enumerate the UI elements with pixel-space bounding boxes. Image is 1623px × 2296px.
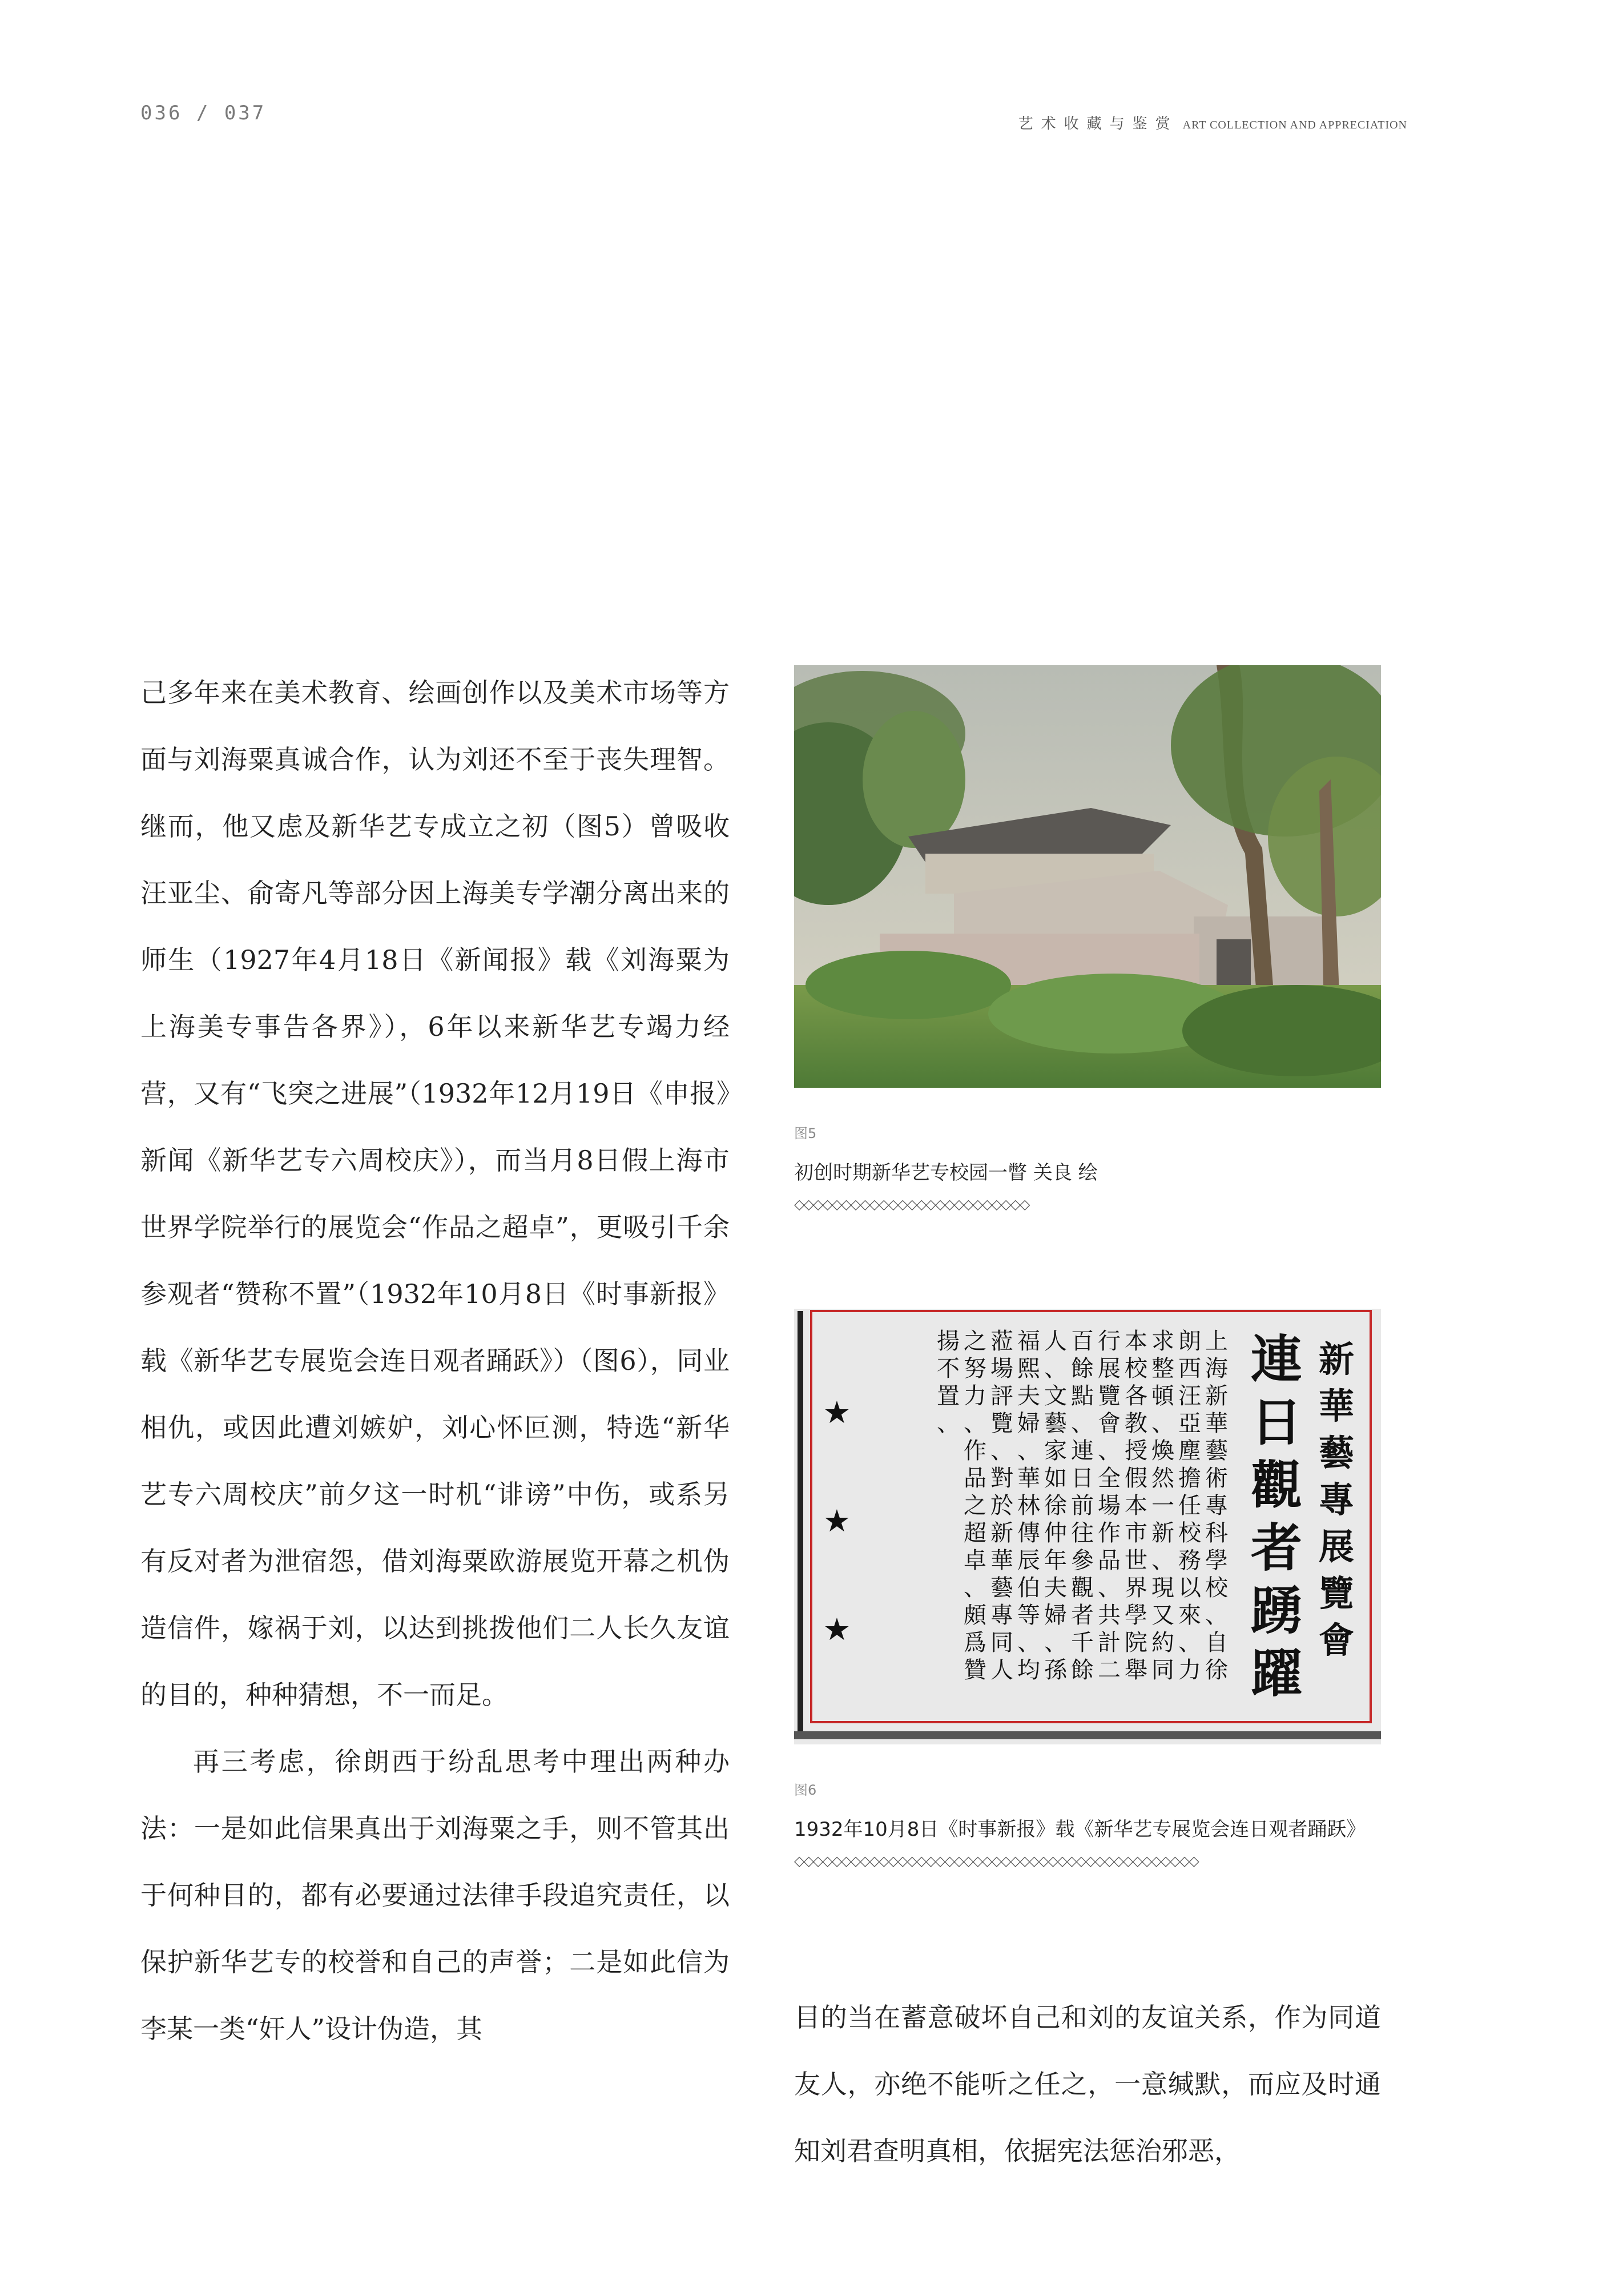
clipping-body-column: 上海新華藝術專科學校、自徐: [1205, 1328, 1228, 1683]
clipping-body-column: 百餘點、連日前往參觀者千餘: [1071, 1328, 1094, 1683]
figure-6: [794, 1309, 1405, 1867]
diamond-divider: ◇◇◇◇◇◇◇◇◇◇◇◇◇◇◇◇◇◇◇◇◇◇◇◇◇◇◇◇◇◇◇◇◇◇◇◇◇◇◇◇◇◇◇: [794, 1853, 1198, 1869]
diamond-divider: ◇◇◇◇◇◇◇◇◇◇◇◇◇◇◇◇◇◇◇◇◇◇◇◇◇: [794, 1196, 1029, 1212]
clipping-star: ★: [823, 1394, 851, 1430]
clipping-body-column: 本校各教授假本市世界學院舉: [1125, 1328, 1147, 1683]
clipping-body-column: 求整頓、煥然一新、現又約同: [1151, 1328, 1174, 1683]
clipping-headline-large: 連日觀者踴躍: [1251, 1329, 1302, 1704]
clipping-body-column: 人、文藝家如徐仲年夫婦、孫: [1044, 1328, 1067, 1683]
paragraph: 己多年来在美术教育、绘画创作以及美术市场等方面与刘海粟真诚合作，认为刘还不至于丧失理智。继而，他又虑及新华艺专成立之初（图5）曾吸收汪亚尘、俞寄凡等部分因上海美专学潮分离出来的师生（1927年4月18日《新闻报》载《刘海粟为上海美专事告各界》），6年以来新华艺专竭力经营，又有“飞突之进展”（1932年12月19日《申报》新闻《新华艺专六周校庆》），而当月8日假上海市世界学院举行的展览会“作品之超卓”，更吸引千余参观者“赞称不置”（1932年10月8日《时事新报》载《新华艺专展览会连日观者踊跃》）（图6），同业相仇，或因此遭刘嫉妒，刘心怀叵测，特选“新华艺专六周校庆”前夕这一时机“诽谤”中伤，或系另有反对者为泄宿怨，借刘海粟欧游展览开幕之机伪造信件，嫁祸于刘，以达到挑拨他们二人长久友谊的目的，种种猜想，不一而足。: [140, 677, 730, 1710]
paragraph: 目的当在蓄意破坏自己和刘的友谊关系，作为同道友人，亦绝不能听之任之，一意缄默，而应及时通知刘君查明真相，依据宪法惩治邪恶，: [794, 2002, 1381, 2166]
clipping-body-column: 朗西汪亞塵擔任校務以來、力: [1178, 1328, 1201, 1683]
figure-caption: 初创时期新华艺专校园一瞥 关良 绘: [794, 1161, 1098, 1184]
clipping-body-column: 行展覽會、全場作品、共計二: [1098, 1328, 1121, 1683]
clipping-body-column: 福熙夫婦、華林傳辰伯等、均: [1017, 1328, 1040, 1683]
clipping-star: ★: [823, 1611, 851, 1647]
paragraph: 再三考虑，徐朗西于纷乱思考中理出两种办法：一是如此信果真出于刘海粟之手，则不管其出于何种目的，都有必要通过法律手段追究责任，以保护新华艺专的校誉和自己的声誉；二是如此信为李某一类“奸人”设计伪造，其: [140, 1746, 730, 2044]
left-column: [140, 660, 730, 2062]
clipping-star: ★: [823, 1503, 851, 1539]
clipping-body-column: 之努力、作品之超卓、頗爲贊: [964, 1328, 986, 1683]
page-number: 036 / 037: [140, 102, 267, 124]
campus-painting: [794, 665, 1381, 1088]
newspaper-clipping: [794, 1309, 1381, 1744]
figure-label: 图5: [794, 1125, 817, 1141]
figure-caption: 1932年10月8日《时事新报》载《新华艺专展览会连日观者踊跃》: [794, 1818, 1366, 1841]
figure-5: [794, 665, 1381, 1210]
section-title-en: ART COLLECTION AND APPRECIATION: [1182, 119, 1407, 131]
section-title-cn: 艺术收藏与鉴赏: [1018, 115, 1178, 132]
figure-label: 图6: [794, 1782, 817, 1798]
clipping-body-column: 揚不置、: [937, 1328, 960, 1437]
clipping-headline-small: 新華藝專展覽會: [1318, 1338, 1355, 1661]
right-bottom-text: [794, 1984, 1381, 2185]
section-header: [1018, 112, 1407, 133]
clipping-body-column: 蒞場評覽、對於新華藝專同人: [990, 1328, 1013, 1683]
